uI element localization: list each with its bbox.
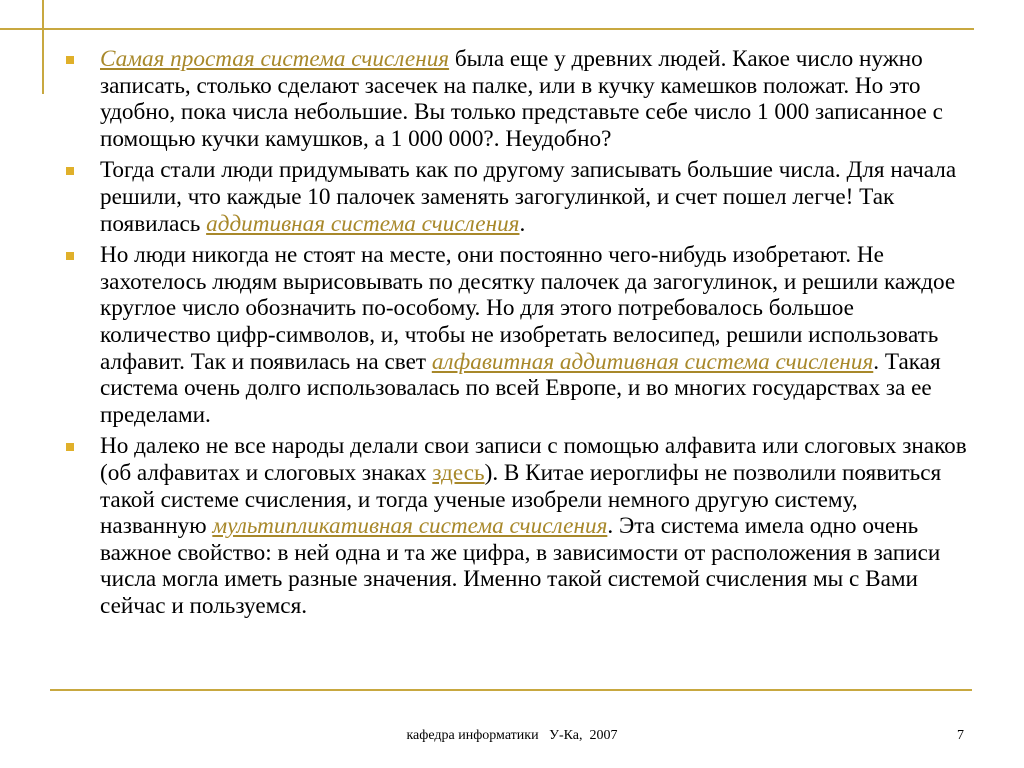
link-here[interactable]: здесь bbox=[432, 459, 485, 486]
bullet-item bbox=[58, 242, 968, 428]
slide-content bbox=[58, 46, 968, 624]
decorative-top-line bbox=[0, 28, 974, 30]
bullet-text: . bbox=[519, 210, 526, 237]
square-bullet-icon bbox=[66, 252, 74, 260]
square-bullet-icon bbox=[66, 56, 74, 64]
square-bullet-icon bbox=[66, 167, 74, 175]
bullet-text: . Такая система очень долго использовалась по всей Европе, и во многих государствах за ее пределами. bbox=[100, 348, 941, 428]
decorative-vertical-line bbox=[42, 0, 44, 94]
link-alphabetic-additive-system[interactable]: алфавитная аддитивная система счисления bbox=[431, 348, 874, 375]
footer-text: кафедра информатики У-Ка, 2007 bbox=[406, 728, 618, 743]
page-number: 7 bbox=[957, 728, 964, 743]
bullet-item bbox=[58, 433, 968, 619]
decorative-bottom-line bbox=[50, 689, 972, 691]
bullet-item bbox=[58, 157, 968, 237]
bullet-item bbox=[58, 46, 968, 152]
link-additive-system[interactable]: аддитивная система счисления bbox=[206, 210, 520, 237]
square-bullet-icon bbox=[66, 443, 74, 451]
bullet-text: Но далеко не все народы делали свои записи с помощью алфавита или слоговых знаков (об алфавитах и слоговых знаках bbox=[100, 433, 967, 486]
link-simplest-system[interactable]: Самая простая система счисления bbox=[100, 46, 450, 72]
bullet-text: была еще у древних людей. Какое число нужно записать, столько сделают засечек на палке, или в кучку камешков положат. Но это удобно, пока числа небольшие. Вы только представьте себе число 1 000 записанное с помощью кучки камушков, а 1 000 000?. Неудобно? bbox=[100, 46, 943, 152]
bullet-text: Но люди никогда не стоят на месте, они постоянно чего-нибудь изобретают. Не захотелось людям вырисовывать по десятку палочек да загогулинок, и решили каждое круглое число обозначить по-особому. Но для этого потребовалось большое количество цифр-символов, и, чтобы не изобретать велосипед, решили использовать алфавит. Так и появилась на свет bbox=[100, 242, 956, 375]
bullet-text: ). В Китае иероглифы не позволили появиться такой системе счисления, и тогда ученые изобрели немного другую систему, названную bbox=[100, 459, 942, 540]
bullet-text: Тогда стали люди придумывать как по другому записывать большие числа. Для начала решили, что каждые 10 палочек заменять загогулинкой, и счет пошел легче! Так появилась bbox=[100, 157, 957, 237]
bullet-text: . Эта система имела одно очень важное свойство: в ней одна и та же цифра, в зависимости от расположения в записи числа могла иметь разные значения. Именно такой системой счисления мы с Вами сейчас и пользуемся. bbox=[100, 513, 941, 619]
link-multiplicative-system[interactable]: мультипликативная система счисления bbox=[212, 513, 608, 540]
